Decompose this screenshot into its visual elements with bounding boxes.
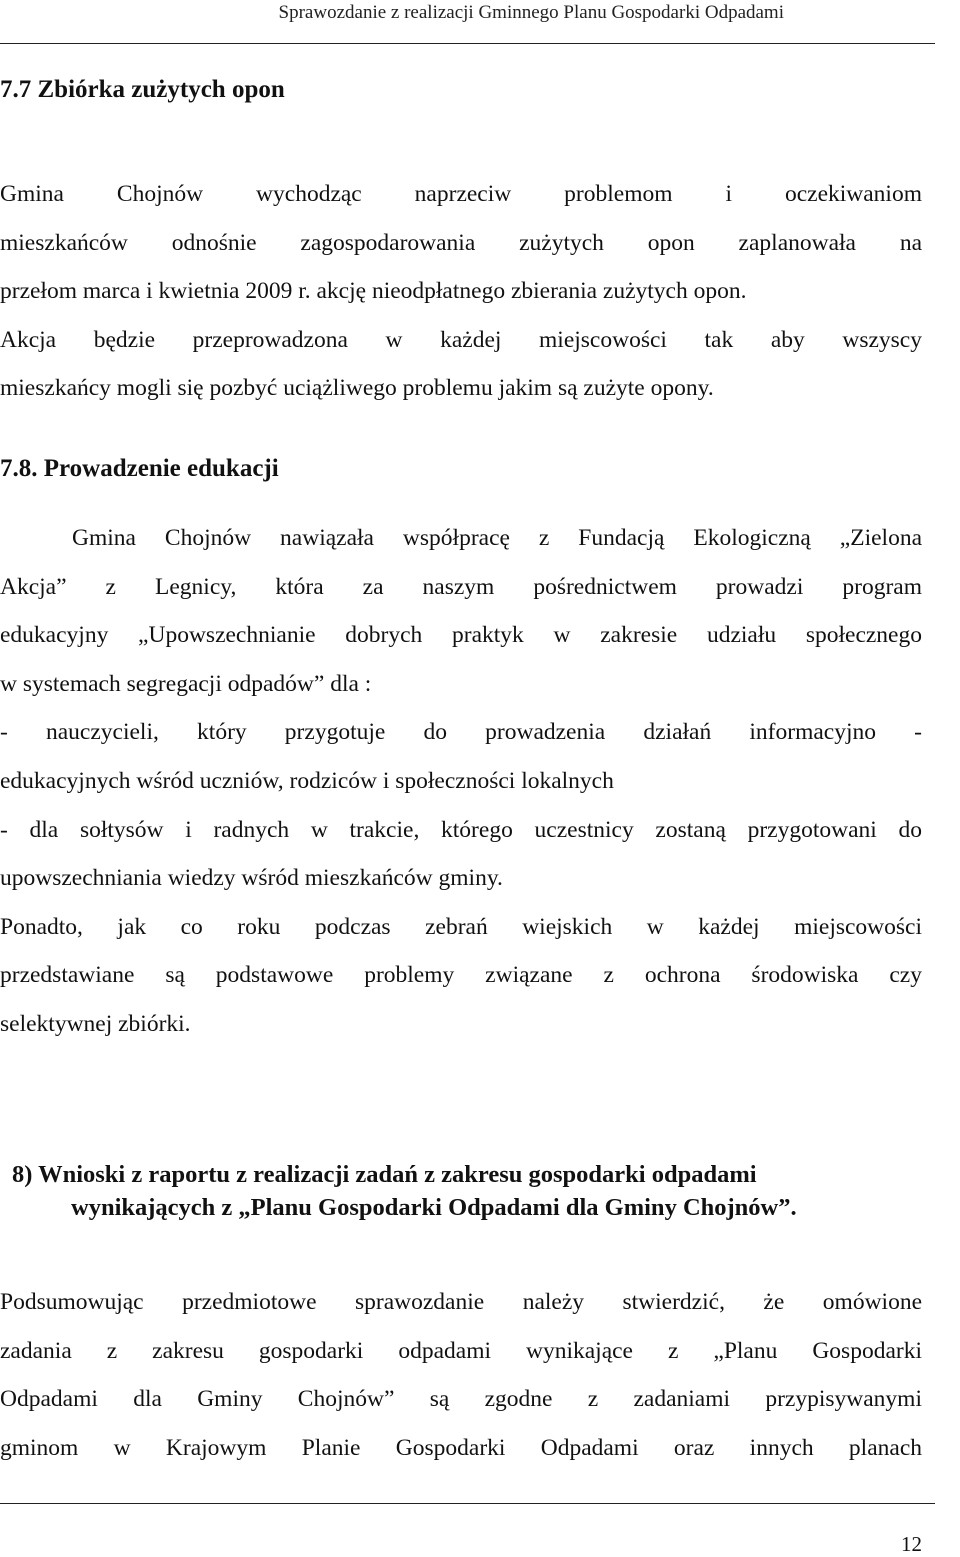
paragraph-line: Akcja będzie przeprowadzona w każdej miejscowości tak aby wszyscy — [0, 326, 922, 353]
page-number: 12 — [901, 1532, 922, 1556]
paragraph-line: Odpadami dla Gminy Chojnów” są zgodne z zadaniami przypisywanymi — [0, 1386, 922, 1413]
paragraph-line: Podsumowując przedmiotowe sprawozdanie należy stwierdzić, że omówione — [0, 1289, 922, 1315]
paragraph-line: mieszkańców odnośnie zagospodarowania zużytych opon zaplanowała na — [0, 229, 922, 256]
paragraph-line: Gmina Chojnów wychodząc naprzeciw problemom i oczekiwaniom — [0, 181, 922, 207]
paragraph-line: - nauczycieli, który przygotuje do prowadzenia działań informacyjno - — [0, 719, 922, 746]
section-8-heading-line-2: wynikających z „Planu Gospodarki Odpadami dla Gminy Chojnów”. — [71, 1194, 797, 1221]
section-8-heading — [12, 1158, 797, 1224]
section-7-7-paragraph — [0, 170, 922, 413]
paragraph-line: gminom w Krajowym Planie Gospodarki Odpadami oraz innych planach — [0, 1434, 922, 1461]
paragraph-line: Gmina Chojnów nawiązała współpracę z Fundacją Ekologiczną „Zielona — [72, 525, 922, 551]
paragraph-line: mieszkańcy mogli się pozbyć uciążliwego problemu jakim są zużyte opony. — [0, 375, 714, 402]
header-title: Sprawozdanie z realizacji Gminnego Planu Gospodarki Odpadami — [278, 2, 784, 23]
paragraph-line: Akcja” z Legnicy, która za naszym pośrednictwem prowadzi program — [0, 573, 922, 600]
section-7-8-paragraph — [0, 514, 922, 1049]
paragraph-line: przedstawiane są podstawowe problemy związane z ochrona środowiska czy — [0, 962, 922, 989]
paragraph-line: upowszechniania wiedzy wśród mieszkańców gminy. — [0, 865, 503, 892]
paragraph-line: zadania z zakresu gospodarki odpadami wynikające z „Planu Gospodarki — [0, 1337, 922, 1364]
section-8-paragraph — [0, 1278, 922, 1472]
paragraph-line: - dla sołtysów i radnych w trakcie, którego uczestnicy zostaną przygotowani do — [0, 816, 922, 843]
section-7-7-heading: 7.7 Zbiórka zużytych opon — [0, 76, 285, 103]
paragraph-line: selektywnej zbiórki. — [0, 1010, 191, 1037]
paragraph-line: edukacyjnych wśród uczniów, rodziców i społeczności lokalnych — [0, 767, 614, 794]
footer-divider — [0, 1503, 935, 1504]
paragraph-line: Ponadto, jak co roku podczas zebrań wiejskich w każdej miejscowości — [0, 913, 922, 940]
section-7-8-heading: 7.8. Prowadzenie edukacji — [0, 455, 279, 482]
paragraph-line: w systemach segregacji odpadów” dla : — [0, 670, 372, 697]
section-8-heading-line-1: 8) Wnioski z raportu z realizacji zadań z zakresu gospodarki odpadami — [12, 1161, 757, 1188]
paragraph-line: przełom marca i kwietnia 2009 r. akcję nieodpłatnego zbierania zużytych opon. — [0, 278, 747, 305]
header-divider — [0, 43, 935, 44]
paragraph-line: edukacyjny „Upowszechnianie dobrych praktyk w zakresie udziału społecznego — [0, 622, 922, 649]
